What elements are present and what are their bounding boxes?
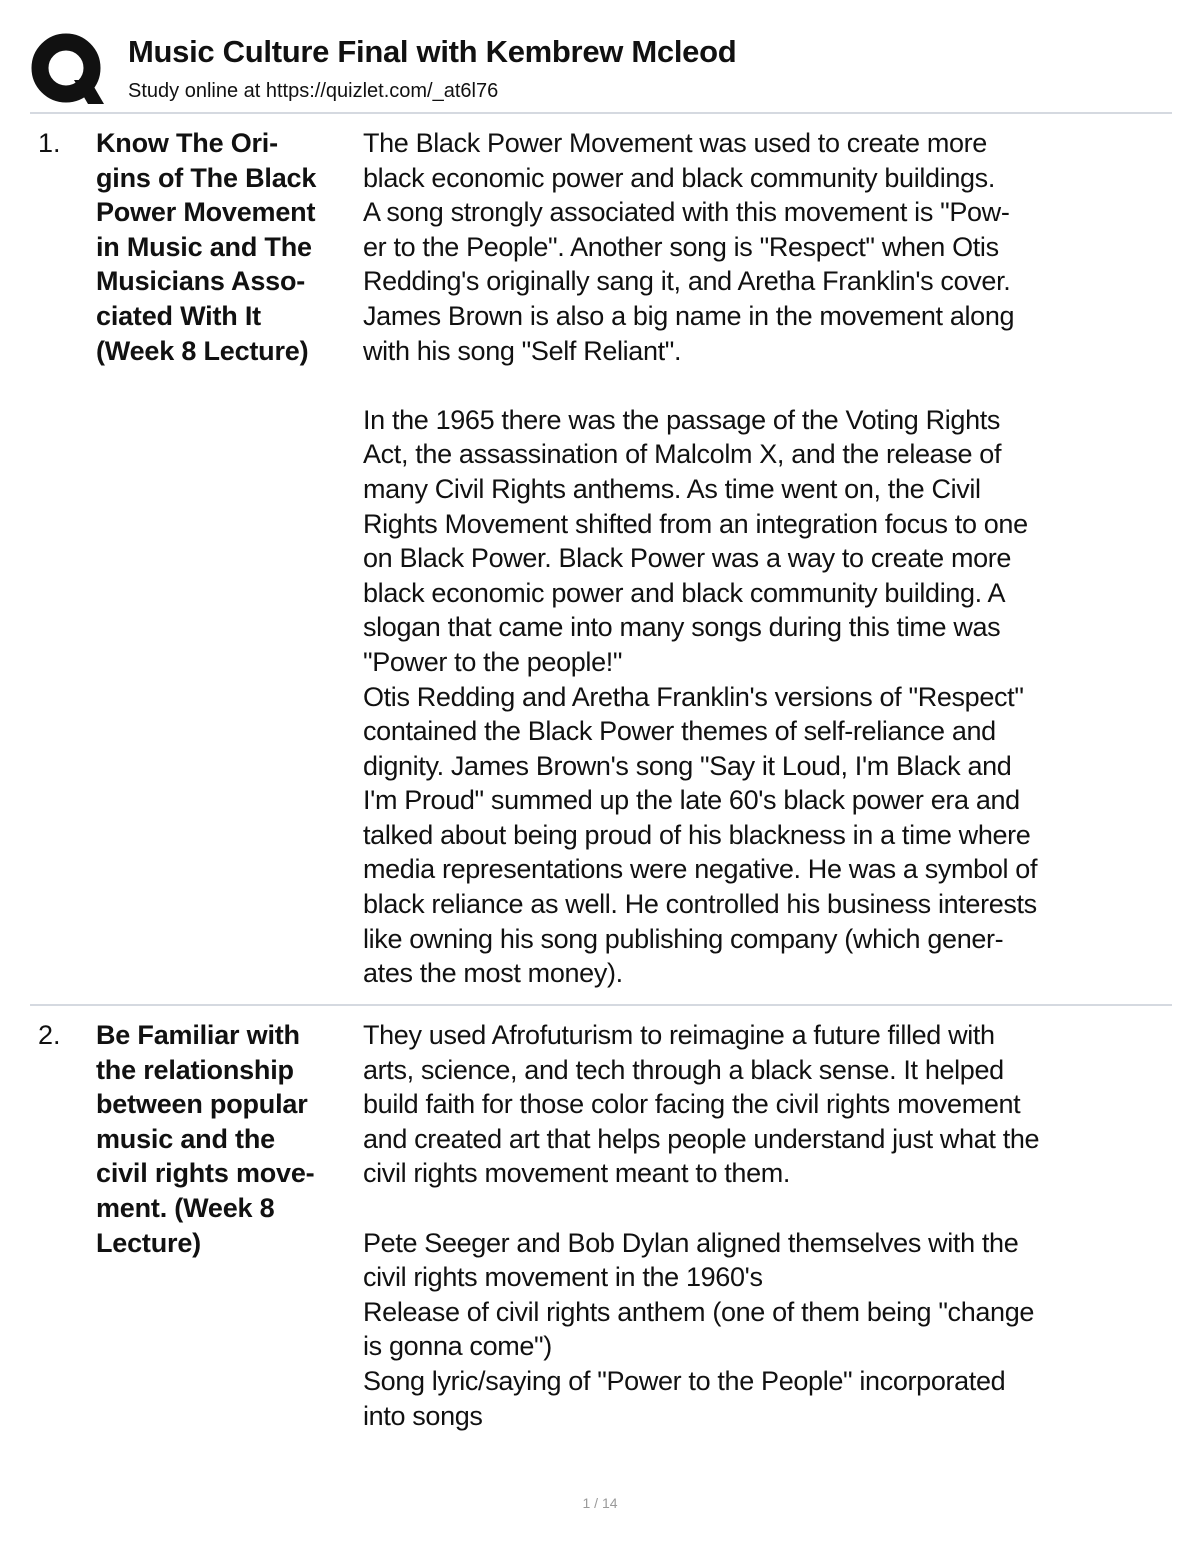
definition-line: Pete Seeger and Bob Dylan aligned themselves with the (363, 1227, 1019, 1258)
definition-line: I'm Proud" summed up the late 60's black power era and (363, 785, 1020, 816)
definition-line: black economic power and black community building. A (363, 577, 1006, 608)
definition-line: James Brown is also a big name in the movement along (363, 300, 1015, 331)
definition-line: contained the Black Power themes of self-reliance and (363, 716, 996, 747)
definition-line: Act, the assassination of Malcolm X, and the release of (363, 439, 1002, 470)
definition-line: and created art that helps people understand just what the (363, 1123, 1040, 1154)
definition-line: many Civil Rights anthems. As time went on, the Civil (363, 473, 981, 504)
term-line: Know The Ori- (96, 128, 278, 158)
definition-line: In the 1965 there was the passage of the Voting Rights (363, 404, 1001, 435)
definition-line: arts, science, and tech through a black sense. It helped (363, 1054, 1004, 1085)
definition-line: with his song "Self Reliant". (363, 335, 682, 366)
card-divider (30, 1004, 1172, 1006)
card-definition (363, 1018, 1173, 1433)
definition-line: into songs (363, 1400, 483, 1431)
definition-line: Release of civil rights anthem (one of them being "change (363, 1296, 1035, 1327)
document-header (30, 28, 1172, 112)
card-number: 2. (38, 1020, 61, 1050)
definition-line: The Black Power Movement was used to create more (363, 128, 987, 158)
definition-line: Rights Movement shifted from an integration focus to one (363, 508, 1028, 539)
definition-line: like owning his song publishing company (which gener- (363, 923, 1004, 954)
definition-line: black reliance as well. He controlled his business interests (363, 889, 1037, 920)
card-term (96, 126, 354, 368)
definition-line: Otis Redding and Aretha Franklin's versions of "Respect" (363, 681, 1024, 712)
quizlet-q-logo-icon (30, 32, 106, 108)
definition-line: media representations were negative. He was a symbol of (363, 854, 1038, 885)
term-line: (Week 8 Lecture) (96, 335, 309, 366)
definition-line: civil rights movement meant to them. (363, 1158, 791, 1189)
term-line: gins of The Black (96, 162, 317, 193)
term-line: Lecture) (96, 1227, 201, 1258)
term-line: Be Familiar with (96, 1020, 300, 1050)
header-divider (30, 112, 1172, 114)
definition-line: black economic power and black community buildings. (363, 162, 995, 193)
term-line: music and the (96, 1123, 275, 1154)
definition-line: on Black Power. Black Power was a way to create more (363, 543, 1012, 574)
definition-line: Redding's originally sang it, and Aretha Franklin's cover. (363, 266, 1011, 297)
paragraph-gap (363, 368, 1173, 403)
term-line: civil rights move- (96, 1158, 315, 1189)
term-line: Power Movement (96, 197, 316, 228)
definition-line: is gonna come") (363, 1331, 552, 1362)
card-definition (363, 126, 1173, 991)
term-line: the relationship (96, 1054, 294, 1085)
definition-line: "Power to the people!" (363, 646, 623, 677)
definition-line: talked about being proud of his blackness in a time where (363, 819, 1031, 850)
term-line: ciated With It (96, 300, 261, 331)
term-line: in Music and The (96, 231, 312, 262)
term-line: Musicians Asso- (96, 266, 306, 297)
definition-line: dignity. James Brown's song "Say it Loud, I'm Black and (363, 750, 1012, 781)
card-number: 1. (38, 128, 61, 158)
term-line: between popular (96, 1089, 308, 1120)
document-title: Music Culture Final with Kembrew Mcleod (128, 34, 737, 69)
study-online-link[interactable]: Study online at https://quizlet.com/_at6l76 (128, 80, 499, 102)
definition-line: er to the People". Another song is "Respect" when Otis (363, 231, 999, 262)
definition-line: build faith for those color facing the civil rights movement (363, 1089, 1021, 1120)
definition-line: slogan that came into many songs during this time was (363, 612, 1001, 643)
definition-line: They used Afrofuturism to reimagine a future filled with (363, 1020, 995, 1050)
definition-line: A song strongly associated with this movement is "Pow- (363, 197, 1010, 228)
page-indicator: 1 / 14 (582, 1495, 618, 1511)
definition-line: ates the most money). (363, 958, 623, 989)
definition-line: Song lyric/saying of "Power to the People" incorporated (363, 1365, 1006, 1396)
term-line: ment. (Week 8 (96, 1192, 275, 1223)
card-term (96, 1018, 354, 1260)
definition-line: civil rights movement in the 1960's (363, 1262, 763, 1293)
paragraph-gap (363, 1191, 1173, 1226)
